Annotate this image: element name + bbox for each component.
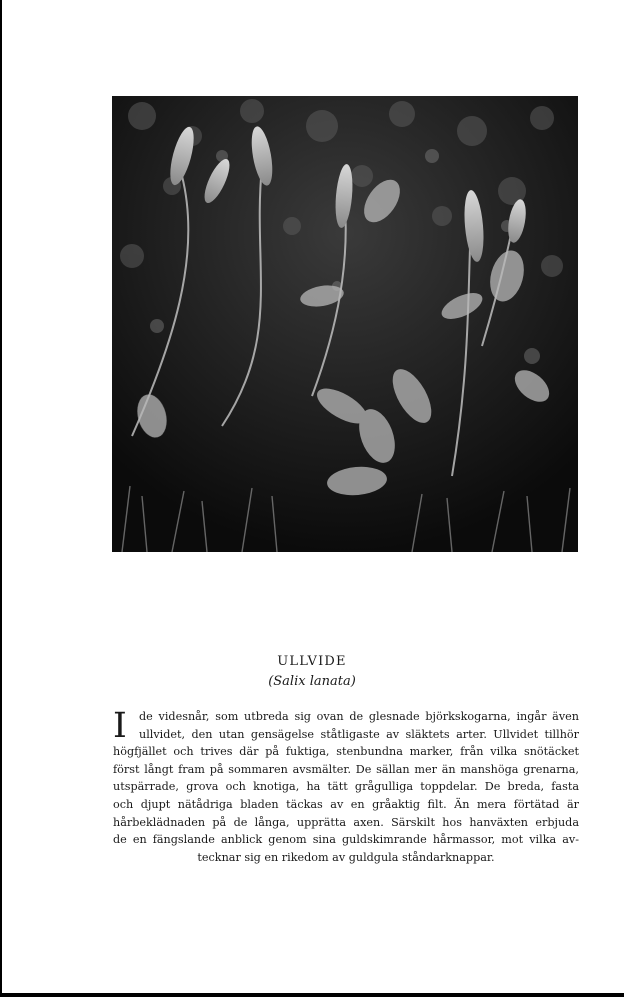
plate-title: ULLVIDE [277, 654, 347, 669]
plant-photograph [112, 96, 578, 552]
text-line: de en fängslande anblick genom sina guldskimrande hårmassor, mot vilka av- [113, 833, 579, 847]
text-line: hårbeklädnaden på de långa, upprätta axen. Särskilt hos hanväxten erbjuda [113, 815, 579, 829]
text-line: och djupt nätådriga bladen täckas av en gråaktig filt. Än mera förtätad är [113, 797, 579, 811]
text-line: högfjället och trives där på fuktiga, stenbundna marker, från vilka snötäcket [113, 745, 579, 759]
body-paragraph [113, 708, 579, 866]
page-edge-bottom [0, 993, 624, 997]
drop-cap: I [113, 706, 127, 746]
text-line: utspärrade, grova och knotiga, ha tätt grågulliga toppdelar. De breda, fasta [113, 780, 579, 794]
text-line: de videsnår, som utbreda sig ovan de glesnade björkskogarna, ingår även [139, 710, 579, 723]
text-line: tecknar sig en rikedom av guldgula ståndarknappar. [197, 850, 495, 864]
page-edge-left [0, 0, 2, 997]
plate-subtitle: (Salix lanata) [268, 674, 356, 689]
text-line: ullvidet, den utan gensägelse ståtligaste av släktets arter. Ullvidet tillhör [139, 727, 579, 741]
text-line: först långt fram på sommaren avsmälter. De sällan mer än manshöga grenarna, [113, 762, 579, 776]
